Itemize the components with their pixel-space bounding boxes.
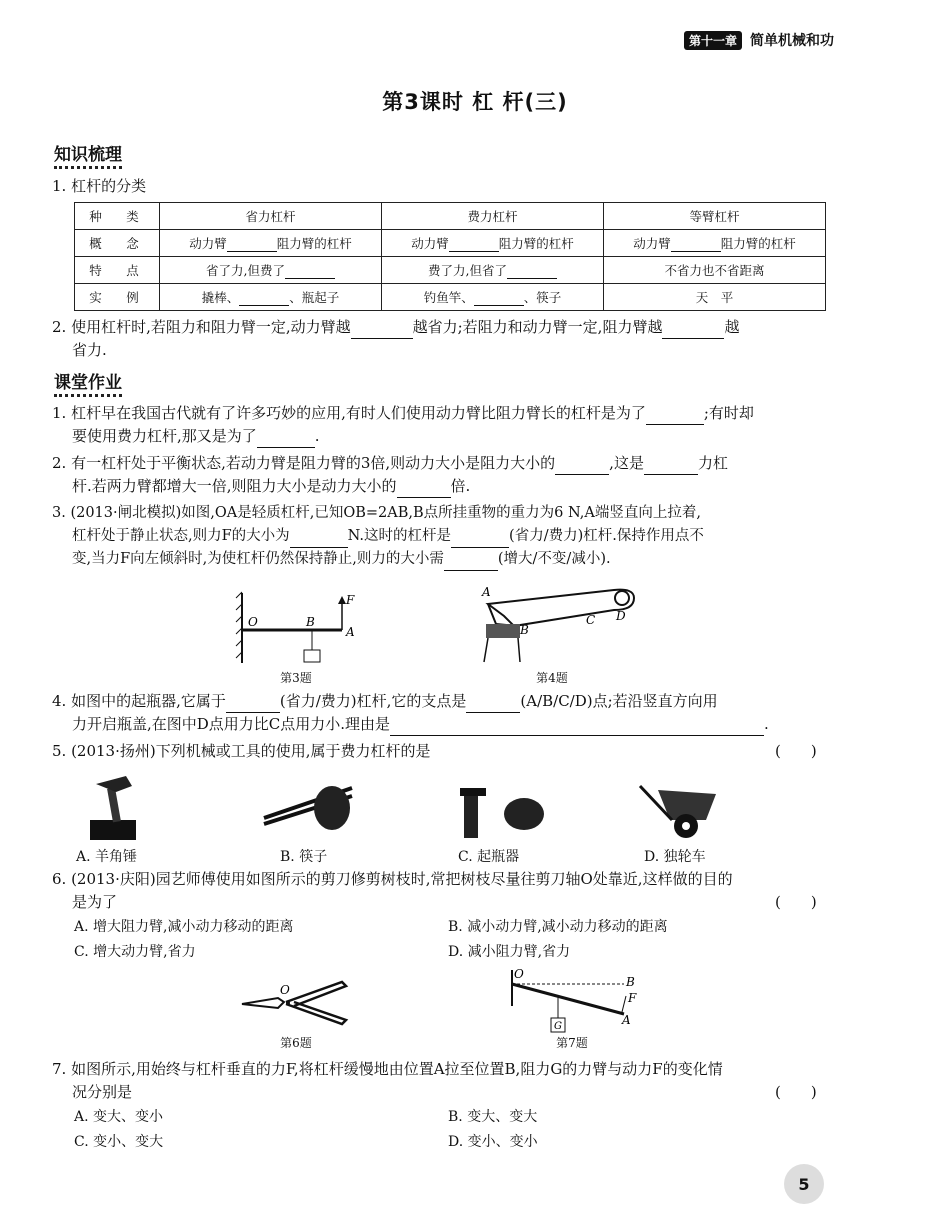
q7-option-d: D. 变小、变小 xyxy=(448,1134,538,1150)
answer-paren: ( ) xyxy=(775,1083,817,1101)
table-cell: 费了力,但省了 xyxy=(382,257,604,284)
page-title: 第3课时 杠 杆(三) xyxy=(382,90,568,114)
question-5: 5. (2013·扬州)下列机械或工具的使用,属于费力杠杆的是 xyxy=(52,742,431,760)
chapter-header xyxy=(684,30,834,50)
table-cell: 费力杠杆 xyxy=(382,203,604,230)
chapter-title: 简单机械和功 xyxy=(750,33,834,49)
table-cell: 天 平 xyxy=(604,284,826,311)
question-3: 3. (2013·闸北模拟)如图,OA是轻质杠杆,已知OB=2AB,B点所挂重物的重力为6 N,A端竖直向上拉着, 杠杆处于静止状态,则力F的大小为 N.这时的杠杆是 (省力/费力)杠杆.保持作用点不 变,当力F向左倾斜时,为使杠杆仍然保持静止,则力的大小需 (增大/不变/减小). xyxy=(52,502,828,571)
fig4-label-d: D xyxy=(616,609,626,623)
fig7-label-b: B xyxy=(626,975,635,989)
question-2: 2. 有一杠杆处于平衡状态,若动力臂是阻力臂的3倍,则动力大小是阻力大小的 ,这是 力杠 杆.若两力臂都增大一倍,则阻力大小是动力大小的 倍. xyxy=(52,452,828,498)
fig7-label-g: G xyxy=(554,1021,562,1032)
question-1: 1. 杠杆早在我国古代就有了许多巧妙的应用,有时人们使用动力臂比阻力臂长的杠杆是为了 ;有时却 要使用费力杠杆,那又是为了 . xyxy=(52,402,828,448)
question-6: 6. (2013·庆阳)园艺师傅使用如图所示的剪刀修剪树枝时,常把树枝尽量往剪刀轴O处靠近,这样做的目的 是为了 xyxy=(52,870,733,911)
q6-option-c: C. 增大动力臂,省力 xyxy=(74,944,196,960)
q7-option-a: A. 变大、变小 xyxy=(74,1109,164,1125)
question-7: 7. 如图所示,用始终与杠杆垂直的力F,将杠杆缓慢地由位置A拉至位置B,阻力G的力臂与动力F的变化情 况分别是 xyxy=(52,1060,723,1101)
figure-3-lever xyxy=(232,588,362,668)
fig4-label-c: C xyxy=(586,613,596,627)
q5-option-b: B. 筷子 xyxy=(280,849,328,865)
section-heading-knowledge: 知识梳理 xyxy=(54,140,122,169)
figure-7-lever xyxy=(504,966,642,1038)
figure-7-caption: 第7题 xyxy=(556,1036,588,1050)
figure-6-scissors xyxy=(238,976,350,1034)
fig3-label-f: F xyxy=(346,593,355,607)
fig7-label-a: A xyxy=(622,1013,631,1027)
fig3-label-b: B xyxy=(306,615,315,629)
table-cell: 实 例 xyxy=(75,284,160,311)
table-cell: 不省力也不省距离 xyxy=(604,257,826,284)
fig7-label-f: F xyxy=(628,991,637,1005)
section-heading-classwork: 课堂作业 xyxy=(54,368,122,397)
page-number: 5 xyxy=(784,1164,824,1204)
lever-classification-table xyxy=(74,202,826,311)
table-cell: 钓鱼竿、 、筷子 xyxy=(382,284,604,311)
claw-hammer-image xyxy=(80,770,150,842)
table-cell: 等臂杠杆 xyxy=(604,203,826,230)
table-cell: 省了力,但费了 xyxy=(160,257,382,284)
q5-option-d: D. 独轮车 xyxy=(644,849,706,865)
fig4-label-a: A xyxy=(482,585,491,599)
table-cell: 概 念 xyxy=(75,230,160,257)
q6-option-d: D. 减小阻力臂,省力 xyxy=(448,944,571,960)
table-cell: 动力臂 阻力臂的杠杆 xyxy=(604,230,826,257)
q-classification: 1. 杠杆的分类 xyxy=(52,177,147,195)
table-cell: 动力臂 阻力臂的杠杆 xyxy=(160,230,382,257)
q5-option-a: A. 羊角锤 xyxy=(76,849,138,865)
figure-6-caption: 第6题 xyxy=(280,1036,312,1050)
table-cell: 撬棒、 、瓶起子 xyxy=(160,284,382,311)
fig3-label-o: O xyxy=(248,615,258,629)
bottle-opener-image xyxy=(458,784,548,844)
q6-option-a: A. 增大阻力臂,减小动力移动的距离 xyxy=(74,919,294,935)
table-cell: 种 类 xyxy=(75,203,160,230)
answer-paren: ( ) xyxy=(775,893,817,911)
question-4: 4. 如图中的起瓶器,它属于 (省力/费力)杠杆,它的支点是 (A/B/C/D)点;若沿竖直方向用 力开启瓶盖,在图中D点用力比C点用力小.理由是 . xyxy=(52,690,828,736)
fig4-label-b: B xyxy=(520,623,529,637)
fig6-label-o: O xyxy=(280,983,290,997)
q6-option-b: B. 减小动力臂,减小动力移动的距离 xyxy=(448,919,668,935)
wheelbarrow-image xyxy=(636,780,726,842)
table-cell: 特 点 xyxy=(75,257,160,284)
fig7-label-o: O xyxy=(514,967,524,981)
table-cell: 省力杠杆 xyxy=(160,203,382,230)
fig3-label-a: A xyxy=(346,625,355,639)
figure-3-caption: 第3题 xyxy=(280,671,312,685)
chapter-box: 第十一章 xyxy=(684,31,742,50)
table-cell: 动力臂 阻力臂的杠杆 xyxy=(382,230,604,257)
q7-option-c: C. 变小、变大 xyxy=(74,1134,164,1150)
chopsticks-image xyxy=(262,778,358,836)
q5-option-c: C. 起瓶器 xyxy=(458,849,520,865)
figure-4-bottle-opener xyxy=(474,582,644,666)
answer-paren: ( ) xyxy=(775,742,817,760)
q7-option-b: B. 变大、变大 xyxy=(448,1109,538,1125)
q-lever-use: 2. 使用杠杆时,若阻力和阻力臂一定,动力臂越 越省力;若阻力和动力臂一定,阻力臂越 越 省力. xyxy=(52,318,740,359)
figure-4-caption: 第4题 xyxy=(536,671,568,685)
